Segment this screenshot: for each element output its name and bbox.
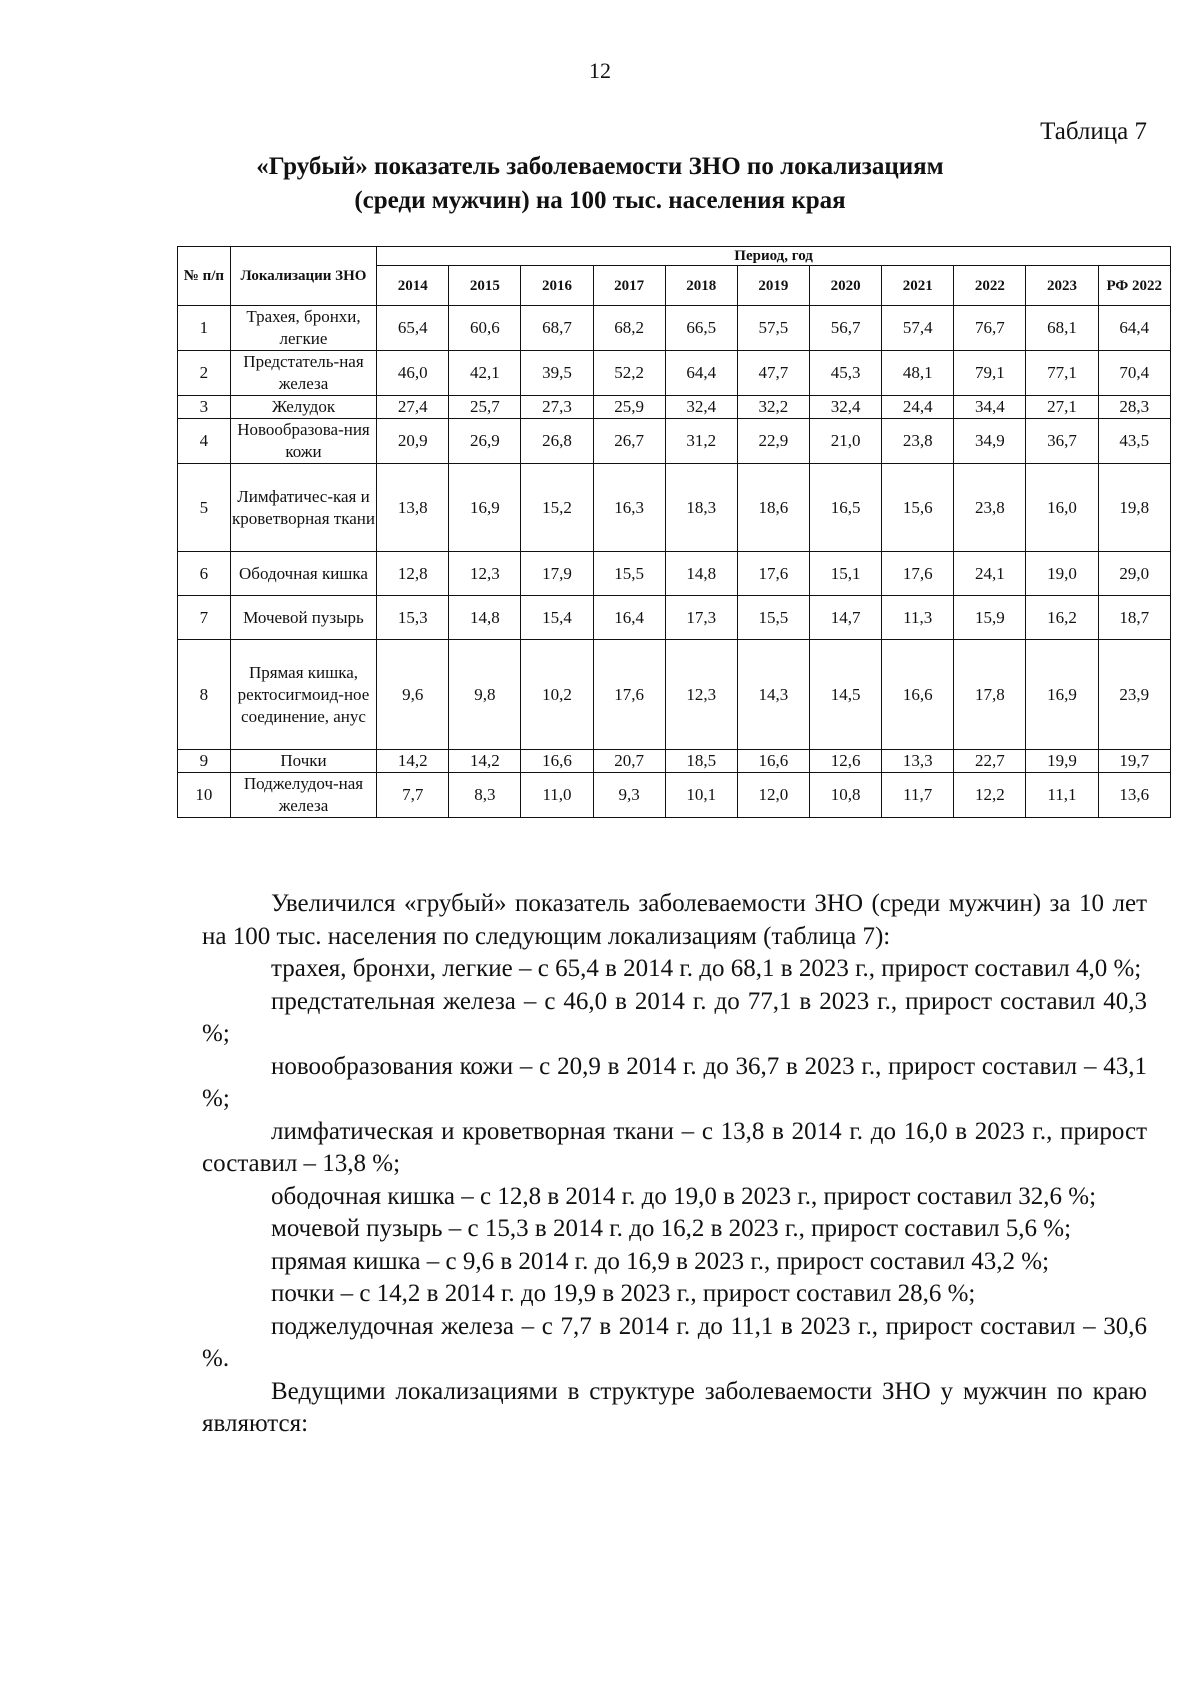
table-row: [178, 464, 1171, 552]
row-value: 17,8: [954, 640, 1026, 750]
row-value: 9,3: [593, 773, 665, 818]
row-value: 47,7: [737, 351, 809, 396]
row-value: 68,7: [521, 306, 593, 351]
row-value: 39,5: [521, 351, 593, 396]
row-value: 8,3: [449, 773, 521, 818]
row-value: 34,4: [954, 396, 1026, 419]
row-value: 18,6: [737, 464, 809, 552]
row-value: 79,1: [954, 351, 1026, 396]
row-value: 18,7: [1098, 596, 1170, 640]
row-localization: Предстатель-ная железа: [230, 351, 376, 396]
body-paragraph: прямая кишка – с 9,6 в 2014 г. до 16,9 в 2023 г., прирост составил 43,2 %;: [271, 1247, 1050, 1275]
body-paragraph: предстательная железа – с 46,0 в 2014 г. до 77,1 в 2023 г., прирост составил 40,3 %;: [202, 987, 1147, 1047]
header-year: РФ 2022: [1098, 266, 1170, 306]
row-value: 15,5: [593, 552, 665, 596]
row-value: 9,8: [449, 640, 521, 750]
row-value: 60,6: [449, 306, 521, 351]
body-paragraph: мочевой пузырь – с 15,3 в 2014 г. до 16,2 в 2023 г., прирост составил 5,6 %;: [271, 1215, 1072, 1242]
header-year: 2015: [449, 266, 521, 306]
row-value: 10,1: [665, 773, 737, 818]
row-value: 9,6: [377, 640, 449, 750]
body-paragraph: трахея, бронхи, легкие – с 65,4 в 2014 г. до 68,1 в 2023 г., прирост составил 4,0 %;: [271, 955, 1142, 982]
row-value: 48,1: [882, 351, 954, 396]
table-row: [178, 750, 1171, 773]
row-value: 11,0: [521, 773, 593, 818]
row-value: 22,9: [737, 419, 809, 464]
row-value: 16,6: [882, 640, 954, 750]
row-value: 32,4: [665, 396, 737, 419]
row-number: 8: [178, 640, 231, 750]
row-value: 66,5: [665, 306, 737, 351]
row-value: 10,2: [521, 640, 593, 750]
table-title: [150, 150, 1050, 218]
header-year: 2022: [954, 266, 1026, 306]
row-number: 5: [178, 464, 231, 552]
row-number: 3: [178, 396, 231, 419]
row-value: 27,3: [521, 396, 593, 419]
row-number: 6: [178, 552, 231, 596]
row-value: 16,6: [521, 750, 593, 773]
body-paragraph: новообразования кожи – с 20,9 в 2014 г. до 36,7 в 2023 г., прирост составил – 43,1 %;: [202, 1052, 1147, 1112]
row-value: 17,3: [665, 596, 737, 640]
row-value: 17,9: [521, 552, 593, 596]
row-value: 14,8: [449, 596, 521, 640]
row-value: 32,2: [737, 396, 809, 419]
row-value: 13,8: [377, 464, 449, 552]
row-value: 19,0: [1026, 552, 1098, 596]
row-value: 32,4: [810, 396, 882, 419]
row-value: 14,8: [665, 552, 737, 596]
body-paragraph: Ведущими локализациями в структуре заболеваемости ЗНО у мужчин по краю являются:: [202, 1377, 1147, 1437]
row-value: 36,7: [1026, 419, 1098, 464]
row-value: 68,2: [593, 306, 665, 351]
row-localization: Прямая кишка, ректосигмоид-ное соединение, анус: [230, 640, 376, 750]
row-value: 65,4: [377, 306, 449, 351]
header-year: 2018: [665, 266, 737, 306]
row-value: 16,3: [593, 464, 665, 552]
row-value: 20,9: [377, 419, 449, 464]
row-value: 16,4: [593, 596, 665, 640]
header-localization: Локализации ЗНО: [230, 247, 376, 306]
row-value: 34,9: [954, 419, 1026, 464]
row-value: 13,6: [1098, 773, 1170, 818]
incidence-table: [177, 246, 1171, 818]
row-value: 15,6: [882, 464, 954, 552]
table-row: [178, 640, 1171, 750]
row-value: 26,8: [521, 419, 593, 464]
row-number: 1: [178, 306, 231, 351]
row-value: 28,3: [1098, 396, 1170, 419]
row-value: 22,7: [954, 750, 1026, 773]
table-row: [178, 306, 1171, 351]
row-value: 15,1: [810, 552, 882, 596]
body-paragraph: лимфатическая и кроветворная ткани – с 13,8 в 2014 г. до 16,0 в 2023 г., прирост составил – 13,8 %;: [202, 1117, 1147, 1177]
row-localization: Трахея, бронхи, легкие: [230, 306, 376, 351]
header-year: 2016: [521, 266, 593, 306]
row-value: 64,4: [665, 351, 737, 396]
row-number: 7: [178, 596, 231, 640]
row-value: 15,4: [521, 596, 593, 640]
row-value: 17,6: [593, 640, 665, 750]
row-value: 19,7: [1098, 750, 1170, 773]
table-label: Таблица 7: [1040, 118, 1147, 145]
body-paragraph: почки – с 14,2 в 2014 г. до 19,9 в 2023 г., прирост составил 28,6 %;: [271, 1280, 976, 1307]
row-number: 2: [178, 351, 231, 396]
row-localization: Почки: [230, 750, 376, 773]
row-value: 11,1: [1026, 773, 1098, 818]
row-value: 18,3: [665, 464, 737, 552]
table-row: [178, 773, 1171, 818]
row-value: 19,9: [1026, 750, 1098, 773]
row-value: 16,9: [1026, 640, 1098, 750]
table-row: [178, 419, 1171, 464]
row-value: 18,5: [665, 750, 737, 773]
row-value: 24,1: [954, 552, 1026, 596]
row-value: 26,9: [449, 419, 521, 464]
row-value: 23,9: [1098, 640, 1170, 750]
row-localization: Желудок: [230, 396, 376, 419]
row-value: 25,7: [449, 396, 521, 419]
body-paragraph: ободочная кишка – с 12,8 в 2014 г. до 19,0 в 2023 г., прирост составил 32,6 %;: [271, 1182, 1097, 1210]
row-localization: Новообразова-ния кожи: [230, 419, 376, 464]
row-value: 31,2: [665, 419, 737, 464]
body-text: [202, 888, 1147, 1441]
table-row: [178, 396, 1171, 419]
row-value: 15,2: [521, 464, 593, 552]
row-value: 15,9: [954, 596, 1026, 640]
row-value: 23,8: [954, 464, 1026, 552]
row-value: 14,2: [377, 750, 449, 773]
body-paragraph: поджелудочная железа – с 7,7 в 2014 г. до 11,1 в 2023 г., прирост составил – 30,6 %.: [202, 1312, 1147, 1372]
row-value: 29,0: [1098, 552, 1170, 596]
row-value: 17,6: [737, 552, 809, 596]
body-paragraph: Увеличился «грубый» показатель заболеваемости ЗНО (среди мужчин) за 10 лет на 100 тыс. населения по следующим локализациям (таблица 7):: [202, 890, 1147, 950]
row-value: 70,4: [1098, 351, 1170, 396]
row-value: 13,3: [882, 750, 954, 773]
row-value: 11,3: [882, 596, 954, 640]
row-value: 68,1: [1026, 306, 1098, 351]
row-localization: Поджелудоч-ная железа: [230, 773, 376, 818]
row-value: 14,5: [810, 640, 882, 750]
row-value: 14,7: [810, 596, 882, 640]
row-localization: Мочевой пузырь: [230, 596, 376, 640]
header-year: 2014: [377, 266, 449, 306]
row-value: 56,7: [810, 306, 882, 351]
table-title-line-2: (среди мужчин) на 100 тыс. населения края: [354, 187, 846, 214]
row-value: 14,2: [449, 750, 521, 773]
row-value: 46,0: [377, 351, 449, 396]
row-value: 12,2: [954, 773, 1026, 818]
row-value: 17,6: [882, 552, 954, 596]
header-year: 2019: [737, 266, 809, 306]
row-value: 57,5: [737, 306, 809, 351]
page-number: 12: [589, 58, 611, 83]
header-year: 2020: [810, 266, 882, 306]
row-value: 16,9: [449, 464, 521, 552]
row-localization: Ободочная кишка: [230, 552, 376, 596]
header-year: 2021: [882, 266, 954, 306]
row-value: 12,8: [377, 552, 449, 596]
row-value: 43,5: [1098, 419, 1170, 464]
row-value: 12,0: [737, 773, 809, 818]
row-value: 76,7: [954, 306, 1026, 351]
row-value: 21,0: [810, 419, 882, 464]
row-value: 25,9: [593, 396, 665, 419]
row-value: 27,4: [377, 396, 449, 419]
row-number: 4: [178, 419, 231, 464]
row-value: 16,0: [1026, 464, 1098, 552]
row-value: 12,3: [665, 640, 737, 750]
row-value: 7,7: [377, 773, 449, 818]
row-value: 12,3: [449, 552, 521, 596]
row-value: 14,3: [737, 640, 809, 750]
row-value: 77,1: [1026, 351, 1098, 396]
row-value: 57,4: [882, 306, 954, 351]
header-num: № п/п: [178, 247, 231, 306]
table-row: [178, 552, 1171, 596]
header-year: 2023: [1026, 266, 1098, 306]
table-row: [178, 596, 1171, 640]
header-period: Период, год: [377, 247, 1171, 266]
row-value: 52,2: [593, 351, 665, 396]
row-localization: Лимфатичес-кая и кроветворная ткани: [230, 464, 376, 552]
row-value: 19,8: [1098, 464, 1170, 552]
row-value: 24,4: [882, 396, 954, 419]
row-value: 16,5: [810, 464, 882, 552]
table-title-line-1: «Грубый» показатель заболеваемости ЗНО по локализациям: [256, 153, 944, 180]
row-value: 27,1: [1026, 396, 1098, 419]
row-value: 16,6: [737, 750, 809, 773]
row-value: 15,3: [377, 596, 449, 640]
row-value: 45,3: [810, 351, 882, 396]
row-value: 42,1: [449, 351, 521, 396]
row-value: 15,5: [737, 596, 809, 640]
row-value: 11,7: [882, 773, 954, 818]
row-value: 64,4: [1098, 306, 1170, 351]
header-year: 2017: [593, 266, 665, 306]
row-value: 12,6: [810, 750, 882, 773]
row-value: 16,2: [1026, 596, 1098, 640]
row-value: 23,8: [882, 419, 954, 464]
row-value: 20,7: [593, 750, 665, 773]
row-number: 9: [178, 750, 231, 773]
row-number: 10: [178, 773, 231, 818]
row-value: 26,7: [593, 419, 665, 464]
table-row: [178, 351, 1171, 396]
row-value: 10,8: [810, 773, 882, 818]
